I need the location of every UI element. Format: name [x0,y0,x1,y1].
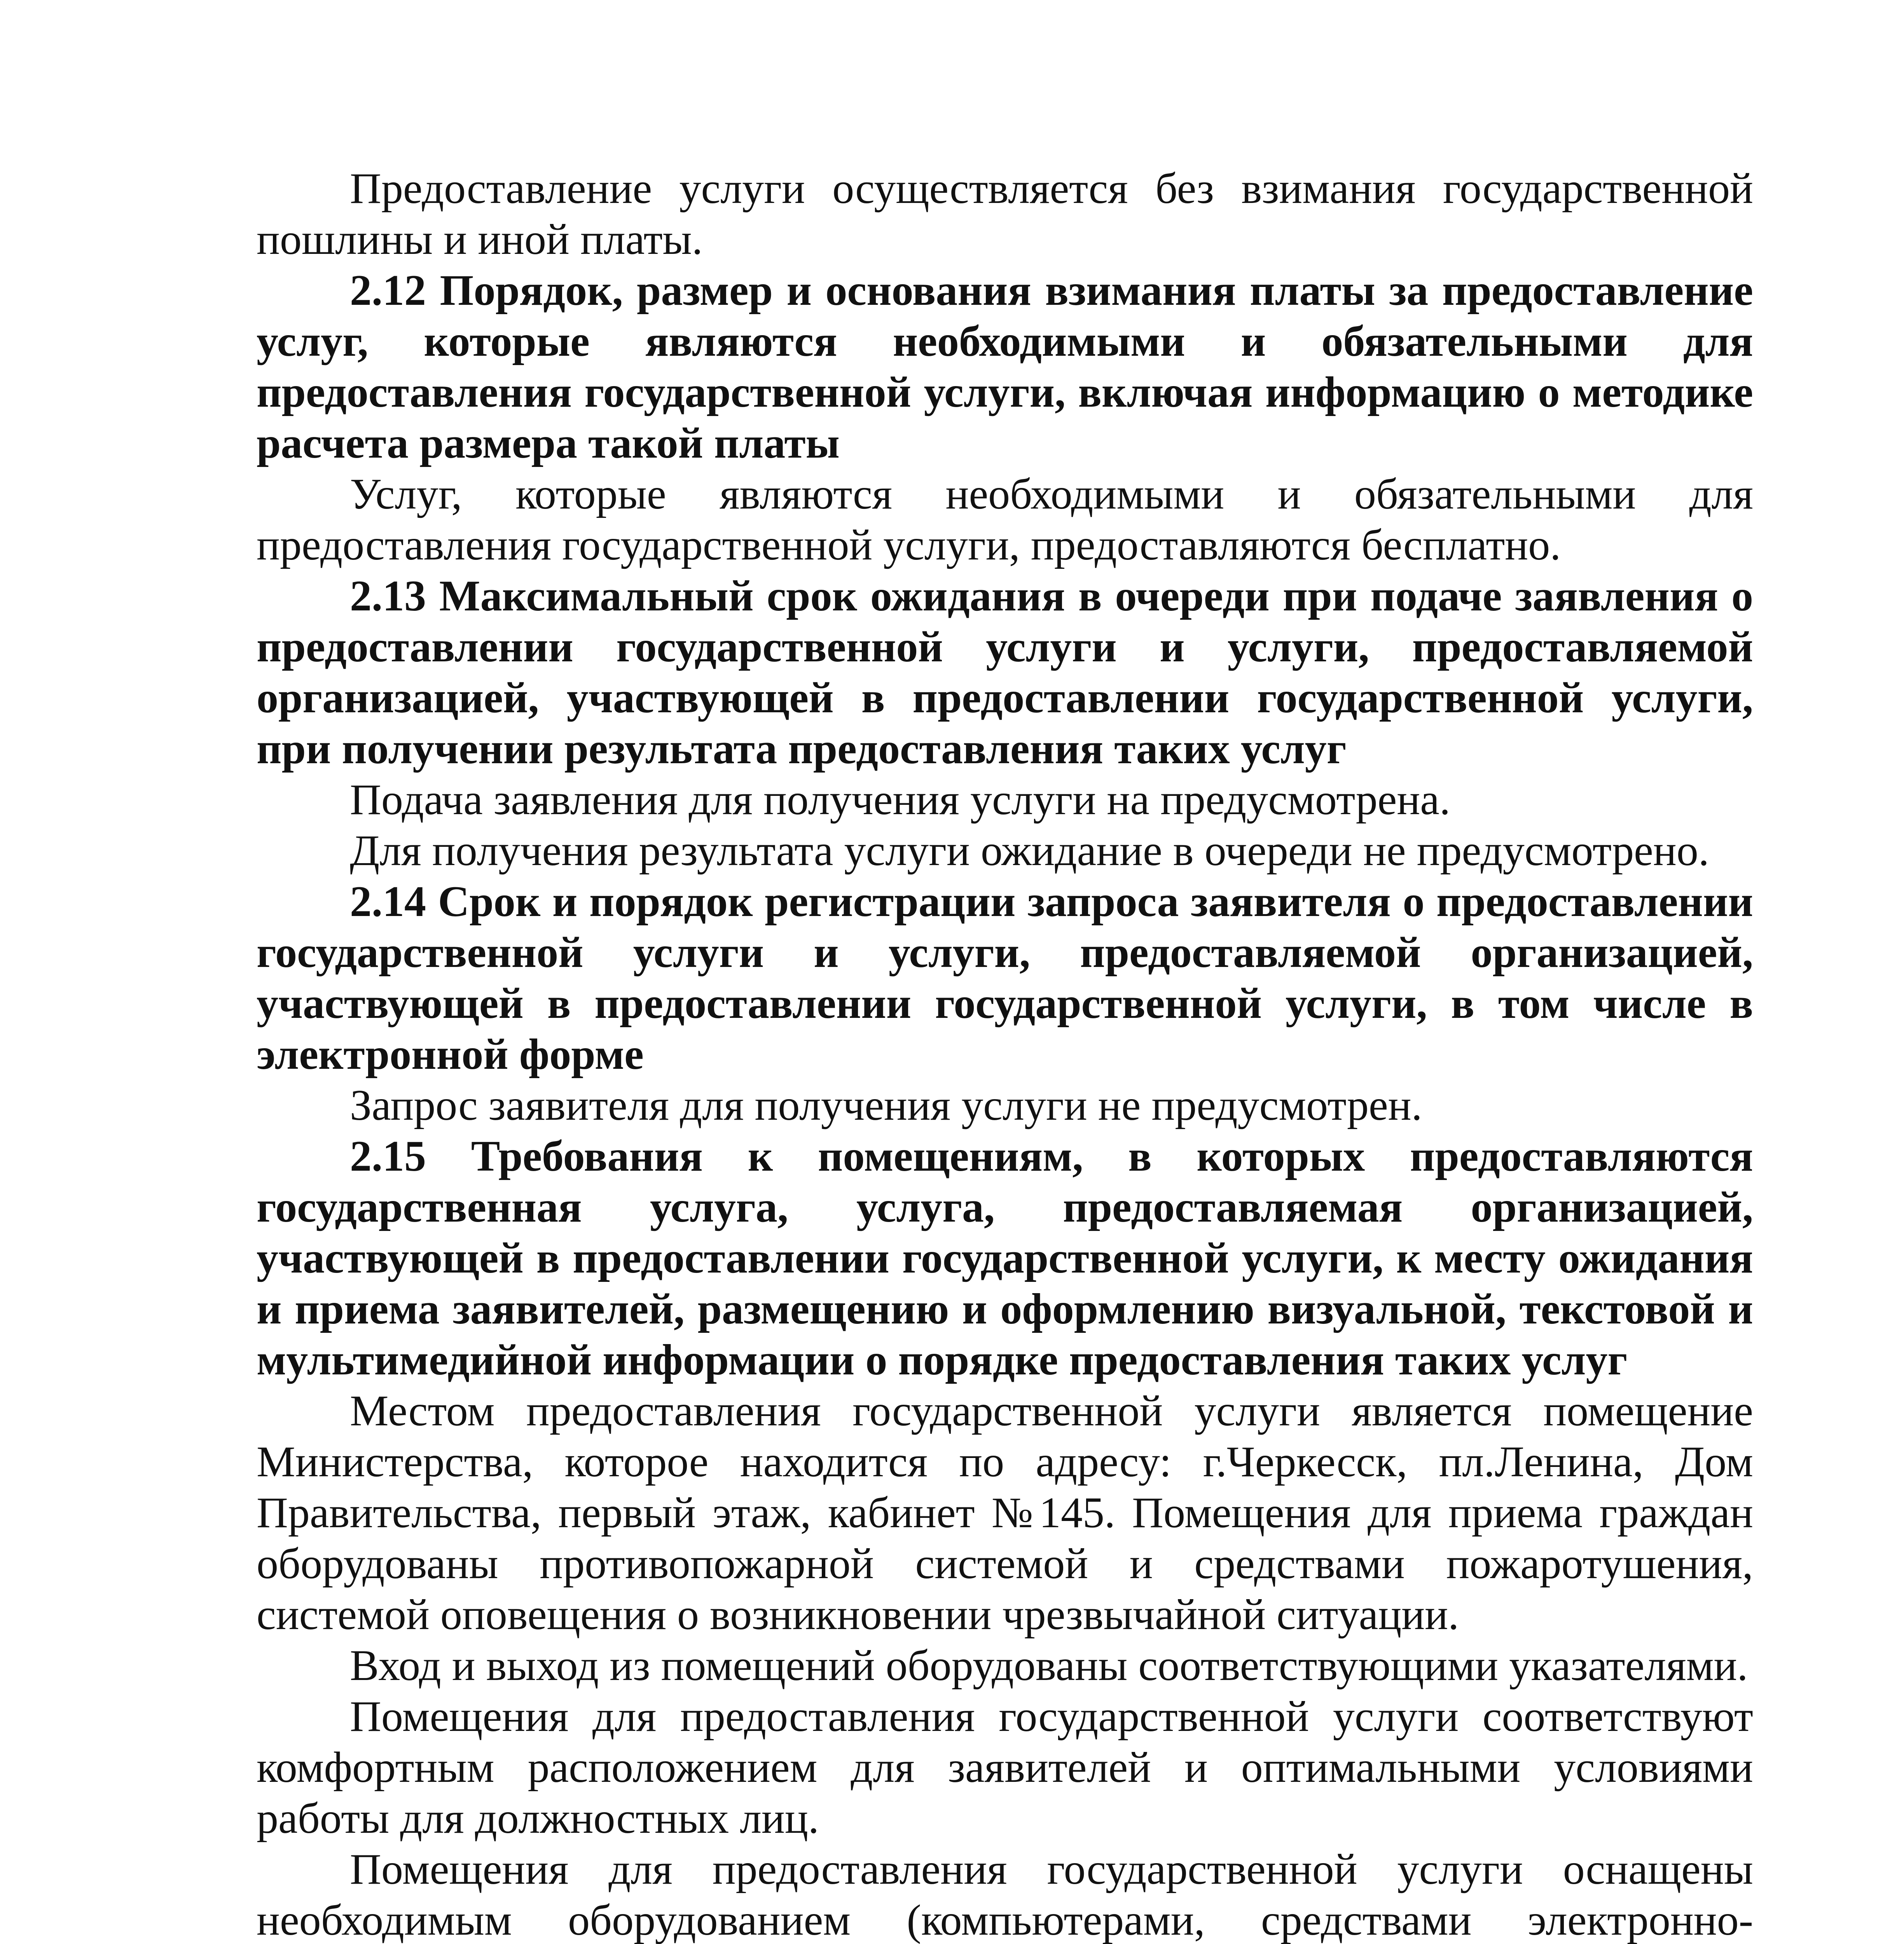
document-page [257,163,1753,1944]
paragraph-queue: Для получения результата услуги ожидание в очереди не предусмотрено. [350,827,1709,875]
paragraph-comfort: Помещения для предоставления государственной услуги соответствуют комфортным расположением для заявителей и оптимальными условиями работы для должностных лиц. [257,1692,1753,1843]
section-heading-2-15: 2.15 Требования к помещениям, в которых предоставляются государственная услуга, услуга, предоставляемая организацией, участвующей в предоставлении государственной услуги, к месту ожидания и приема заявителей, размещению и оформлению визуальной, текстовой и мультимедийной информации о порядке предоставления таких услуг [257,1132,1753,1384]
paragraph-free-services: Услуг, которые являются необходимыми и обязательными для предоставления государственной услуги, предоставляются бесплатно. [257,470,1753,569]
section-heading-2-12: 2.12 Порядок, размер и основания взимания платы за предоставление услуг, которые являются необходимыми и обязательными для предоставления государственной услуги, включая информацию о методике расчета размера такой платы [257,266,1753,467]
paragraph-location: Местом предоставления государственной услуги является помещение Министерства, которое находится по адресу: г.Черкесск, пл.Ленина, Дом Правительства, первый этаж, кабинет №145. Помещения для приема граждан оборудованы противопожарной системой и средствами пожаротушения, системой оповещения о возникновении чрезвычайной ситуации. [257,1387,1753,1639]
paragraph-entrance: Вход и выход из помещений оборудованы соответствующими указателями. [350,1642,1748,1690]
paragraph-request: Запрос заявителя для получения услуги не предусмотрен. [350,1081,1422,1129]
paragraph-application: Подача заявления для получения услуги на предусмотрена. [350,776,1451,824]
section-heading-2-13: 2.13 Максимальный срок ожидания в очереди при подаче заявления о предоставлении государственной услуги и услуги, предоставляемой организацией, участвующей в предоставлении государственной услуги, при получении результата предоставления таких услуг [257,572,1753,773]
paragraph-fee: Предоставление услуги осуществляется без взимания государственной пошлины и иной платы. [257,164,1753,264]
paragraph-equipment: Помещения для предоставления государственной услуги оснащены необходимым оборудованием (компьютерами, средствами электронно- [257,1845,1753,1944]
section-heading-2-14: 2.14 Срок и порядок регистрации запроса заявителя о предоставлении государственной услуги и услуги, предоставляемой организацией, участвующей в предоставлении государственной услуги, в том числе в электронной форме [257,878,1753,1079]
